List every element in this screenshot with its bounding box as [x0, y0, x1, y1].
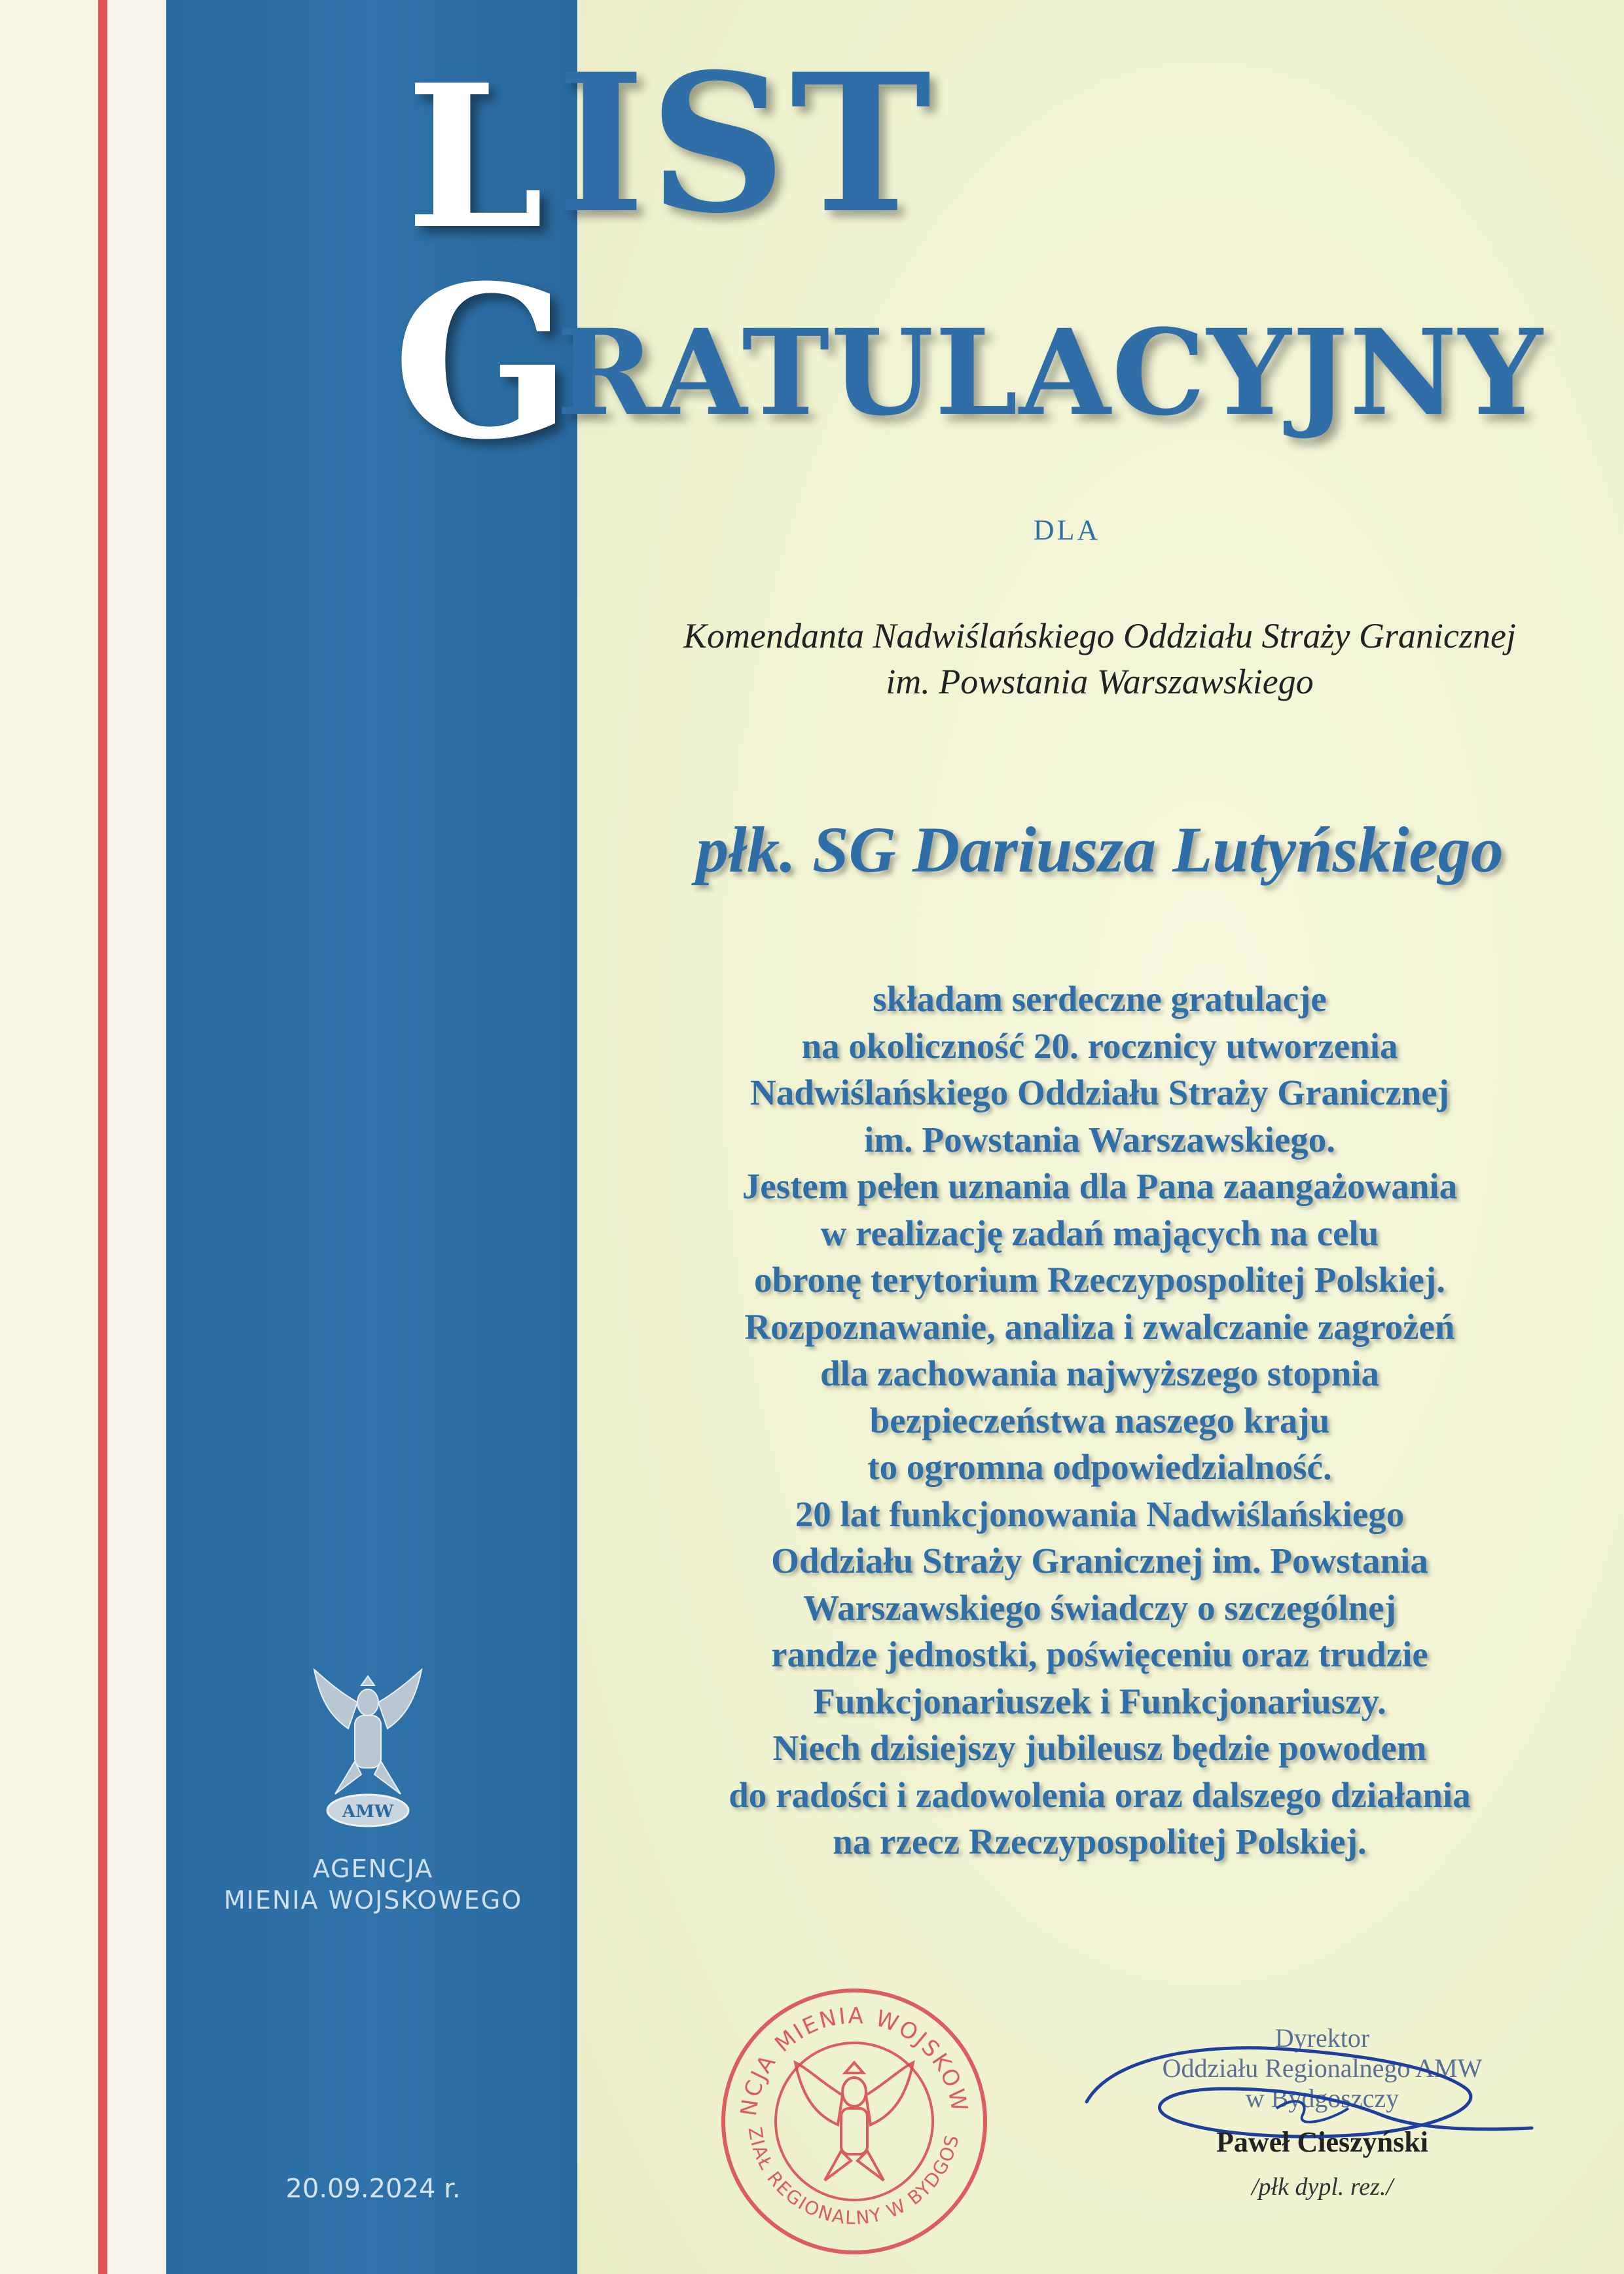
agency-line-1: AGENCJA: [312, 1854, 434, 1883]
agency-name: [196, 1853, 550, 1916]
body-line: na rzecz Rzeczypospolitej Polskiej.: [833, 1822, 1367, 1861]
page-margin: [0, 0, 98, 2274]
stamp-eagle-icon: [795, 2063, 913, 2180]
body-line: na okoliczność 20. rocznicy utworzenia: [801, 1025, 1398, 1066]
stamp-top-text: NCJA MIENIA WOJSKOW: [735, 2002, 973, 2118]
signatory-rank: /płk dypl. rez./: [1252, 2173, 1393, 2201]
red-stripe: [98, 0, 107, 2274]
agency-line-2: MIENIA WOJSKOWEGO: [223, 1886, 523, 1915]
honoree-name: płk. SG Dariusza Lutyńskiego: [696, 813, 1504, 886]
body-line: obronę terytorium Rzeczypospolitej Polskiej.: [754, 1260, 1445, 1300]
title-line-1: IST: [556, 33, 935, 255]
official-stamp: [717, 1984, 992, 2259]
recipient-line-1: Komendanta Nadwiślańskiego Oddziału Straży Granicznej: [683, 616, 1516, 655]
body-line: Rozpoznawanie, analiza i zwalczanie zagrożeń: [744, 1306, 1455, 1347]
title-initial-l: L: [406, 41, 544, 272]
dla-label: DLA: [1033, 514, 1101, 546]
signatory-title-line-1: Dyrektor: [1274, 2023, 1370, 2053]
signatory-title-line-3: w Bydgoszczy: [1245, 2083, 1399, 2113]
white-stripe: [107, 0, 166, 2274]
body-line: 20 lat funkcjonowania Nadwiślańskiego: [795, 1494, 1405, 1534]
body-line: w realizację zadań mających na celu: [820, 1213, 1379, 1253]
body-line: Niech dzisiejszy jubileusz będzie powodem: [772, 1728, 1427, 1768]
body-line: składam serdeczne gratulacje: [873, 979, 1327, 1019]
recipient-line-2: im. Powstania Warszawskiego: [886, 662, 1314, 701]
body-line: do radości i zadowolenia oraz dalszego działania: [729, 1774, 1471, 1815]
amw-badge-text: AMW: [342, 1802, 394, 1822]
body-line: im. Powstania Warszawskiego.: [863, 1119, 1336, 1160]
signatory-title-line-2: Oddziału Regionalnego AMW: [1162, 2053, 1483, 2083]
body-line: bezpieczeństwa naszego kraju: [869, 1400, 1330, 1440]
congratulation-text: [589, 976, 1610, 1865]
stamp-bottom-text: ZIAŁ REGIONALNY W BYDGOS: [744, 2125, 964, 2229]
body-line: Nadwiślańskiego Oddziału Straży Granicznej: [750, 1073, 1449, 1112]
body-line: Jestem pełen uznania dla Pana zaangażowania: [742, 1166, 1458, 1206]
body-line: dla zachowania najwyższego stopnia: [820, 1353, 1380, 1393]
title-initial-g: G: [393, 240, 572, 486]
title-line-2: RATULACYJNY: [556, 304, 1544, 442]
body-line: randze jednostki, poświęceniu oraz trudzie: [771, 1634, 1428, 1674]
body-line: Warszawskiego świadczy o szczególnej: [803, 1587, 1396, 1628]
body-line: Funkcjonariuszek i Funkcjonariuszy.: [813, 1681, 1386, 1721]
body-line: to ogromna odpowiedzialność.: [867, 1447, 1332, 1487]
svg-text:AGENCJA MIENIA WOJSKOWEGO: [717, 1984, 973, 2118]
signatory-name: Paweł Cieszyński: [1216, 2126, 1428, 2158]
body-line: Oddziału Straży Granicznej im. Powstania: [771, 1541, 1428, 1581]
document-date: 20.09.2024 r.: [285, 2174, 461, 2204]
amw-eagle-logo-icon: [309, 1663, 427, 1833]
